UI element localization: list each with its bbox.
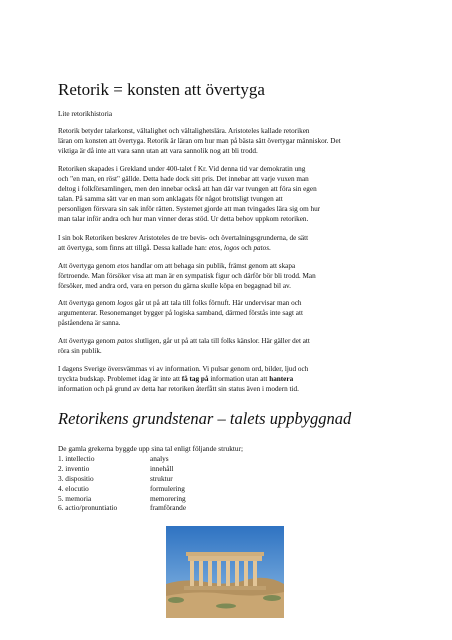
term-logos: logos [223,243,240,252]
paragraph-patos [58,337,420,357]
paragraph-history [58,165,420,224]
paragraph-line: försöker, med andra ord, vara en person du gärna skulle köpa en begagnad bil av. [58,281,291,290]
swedish-term: memorering [150,493,186,503]
paragraph-line: argumenterar. Resonemanget bygger på logiska samband, därmed förstås inte sagt att [58,308,303,317]
structure-list [58,444,243,513]
paragraph-etos [58,262,420,292]
section-subtitle: Lite retorikhistoria [58,110,113,118]
swedish-term: innehåll [150,463,174,473]
paragraph-line: påståendena är sanna. [58,318,121,327]
text: att övertyga, som finns att tillgå. Dessa kallade han: [58,243,209,252]
paragraph-line: man talar inför andra och hur man vinner deras stöd. Ur detta behov uppkom retoriken. [58,214,309,223]
paragraph-definition [58,127,420,157]
latin-term: 6. actio/pronuntiatio [58,503,118,513]
page-title: Retorik = konsten att övertyga [58,80,265,99]
text: och [239,243,254,252]
list-item [58,503,243,513]
list-item [58,484,243,494]
paragraph-line [58,337,420,347]
text: , [220,243,224,252]
latin-term: 2. inventio [58,463,90,473]
text: slutligen, går ut på att tala till folks känslor. Här gäller det att [132,337,310,345]
paragraph-line [58,262,420,272]
structure-intro: De gamla grekerna byggde upp sina tal enligt följande struktur; [58,444,244,453]
paragraph-line: I dagens Sverige översvämmas vi av information. Vi pulsar genom ord, bilder, ljud och [58,365,309,373]
list-item [58,464,243,474]
term-patos: patos [253,243,270,252]
paragraph-line: deltog i folkförsamlingen, men den innebar också att han där var tvungen att föra sin egen [58,184,317,193]
swedish-term: formulering [150,483,185,493]
text: Att övertyga genom [58,337,118,345]
paragraph-line [58,375,420,385]
greek-temple-photo [166,526,284,618]
paragraph-line [58,244,420,254]
term-etos: etos [117,262,129,270]
latin-term: 4. elocutio [58,483,89,493]
temple-base [184,586,266,590]
list-item [58,474,243,484]
swedish-term: struktur [150,473,173,483]
paragraph-line: förtroende. Man försöker visa att man är en sympatisk figur och därför bör bli trodd. Man [58,271,316,280]
paragraph-line: viktiga är då inte att vara sann utan att vara sannolik nog att bli trodd. [58,146,258,155]
list-item [58,454,243,464]
text: tryckta budskap. Problemet idag är inte att [58,374,182,383]
text: . [269,243,271,252]
paragraph-aristoteles [58,234,420,254]
text: går ut på att tala till folks förnuft. Här undervisar man och [132,299,302,307]
latin-term: 1. intellectio [58,453,95,463]
temple-cornice [186,552,264,556]
text: information utan att [208,374,270,383]
text: Att övertyga genom [58,299,118,307]
paragraph-line: talan. På samma sätt var en man som anklagats för något brottsligt tvungen att [58,194,283,203]
paragraph-line [58,299,420,309]
text: Att övertyga genom [58,262,118,270]
paragraph-line: I sin bok Retoriken beskrev Aristoteles de tre bevis- och övertalningsgrunderna, de sätt [58,234,309,242]
term-logos: logos [117,299,133,307]
paragraph-logos [58,299,420,329]
temple-architrave [188,556,262,561]
paragraph-line: information och på grund av detta har retoriken återfått sin status även i modern tid. [58,384,299,393]
paragraph-line: personligen försvara sin sak inför rätten. Systemet gjorde att man tvingades lära sig om hur [58,204,321,213]
term-etos: etos [208,243,221,252]
latin-term: 5. memoria [58,493,92,503]
bold-text: få tag på [181,374,209,383]
paragraph-line: Retorik betyder talarkonst, vältalighet och vältalighetslära. Aristoteles kallade retoriken [58,127,310,135]
paragraph-line: röra sin publik. [58,346,102,355]
bold-text: hantera [269,374,294,383]
paragraph-line: Retoriken skapades i Grekland under 400-talet f Kr. Vid denna tid var demokratin ung [58,165,306,173]
swedish-term: framförande [150,503,187,513]
latin-term: 3. dispositio [58,473,94,483]
text: handlar om att behaga sin publik, främst genom att skapa [128,262,296,270]
paragraph-information [58,365,420,395]
paragraph-line: och "en man, en röst" gällde. Detta hade dock sitt pris. Det innebar att varje vuxen man [58,174,309,183]
swedish-term: analys [150,453,169,463]
term-patos: patos [117,337,133,345]
list-item [58,494,243,504]
paragraph-line: läran om konsten att övertyga. Retorik är läran om hur man på bästa sätt övertygar människor. Det [58,136,341,145]
section-heading: Retorikens grundstenar – talets uppbyggnad [58,409,352,428]
